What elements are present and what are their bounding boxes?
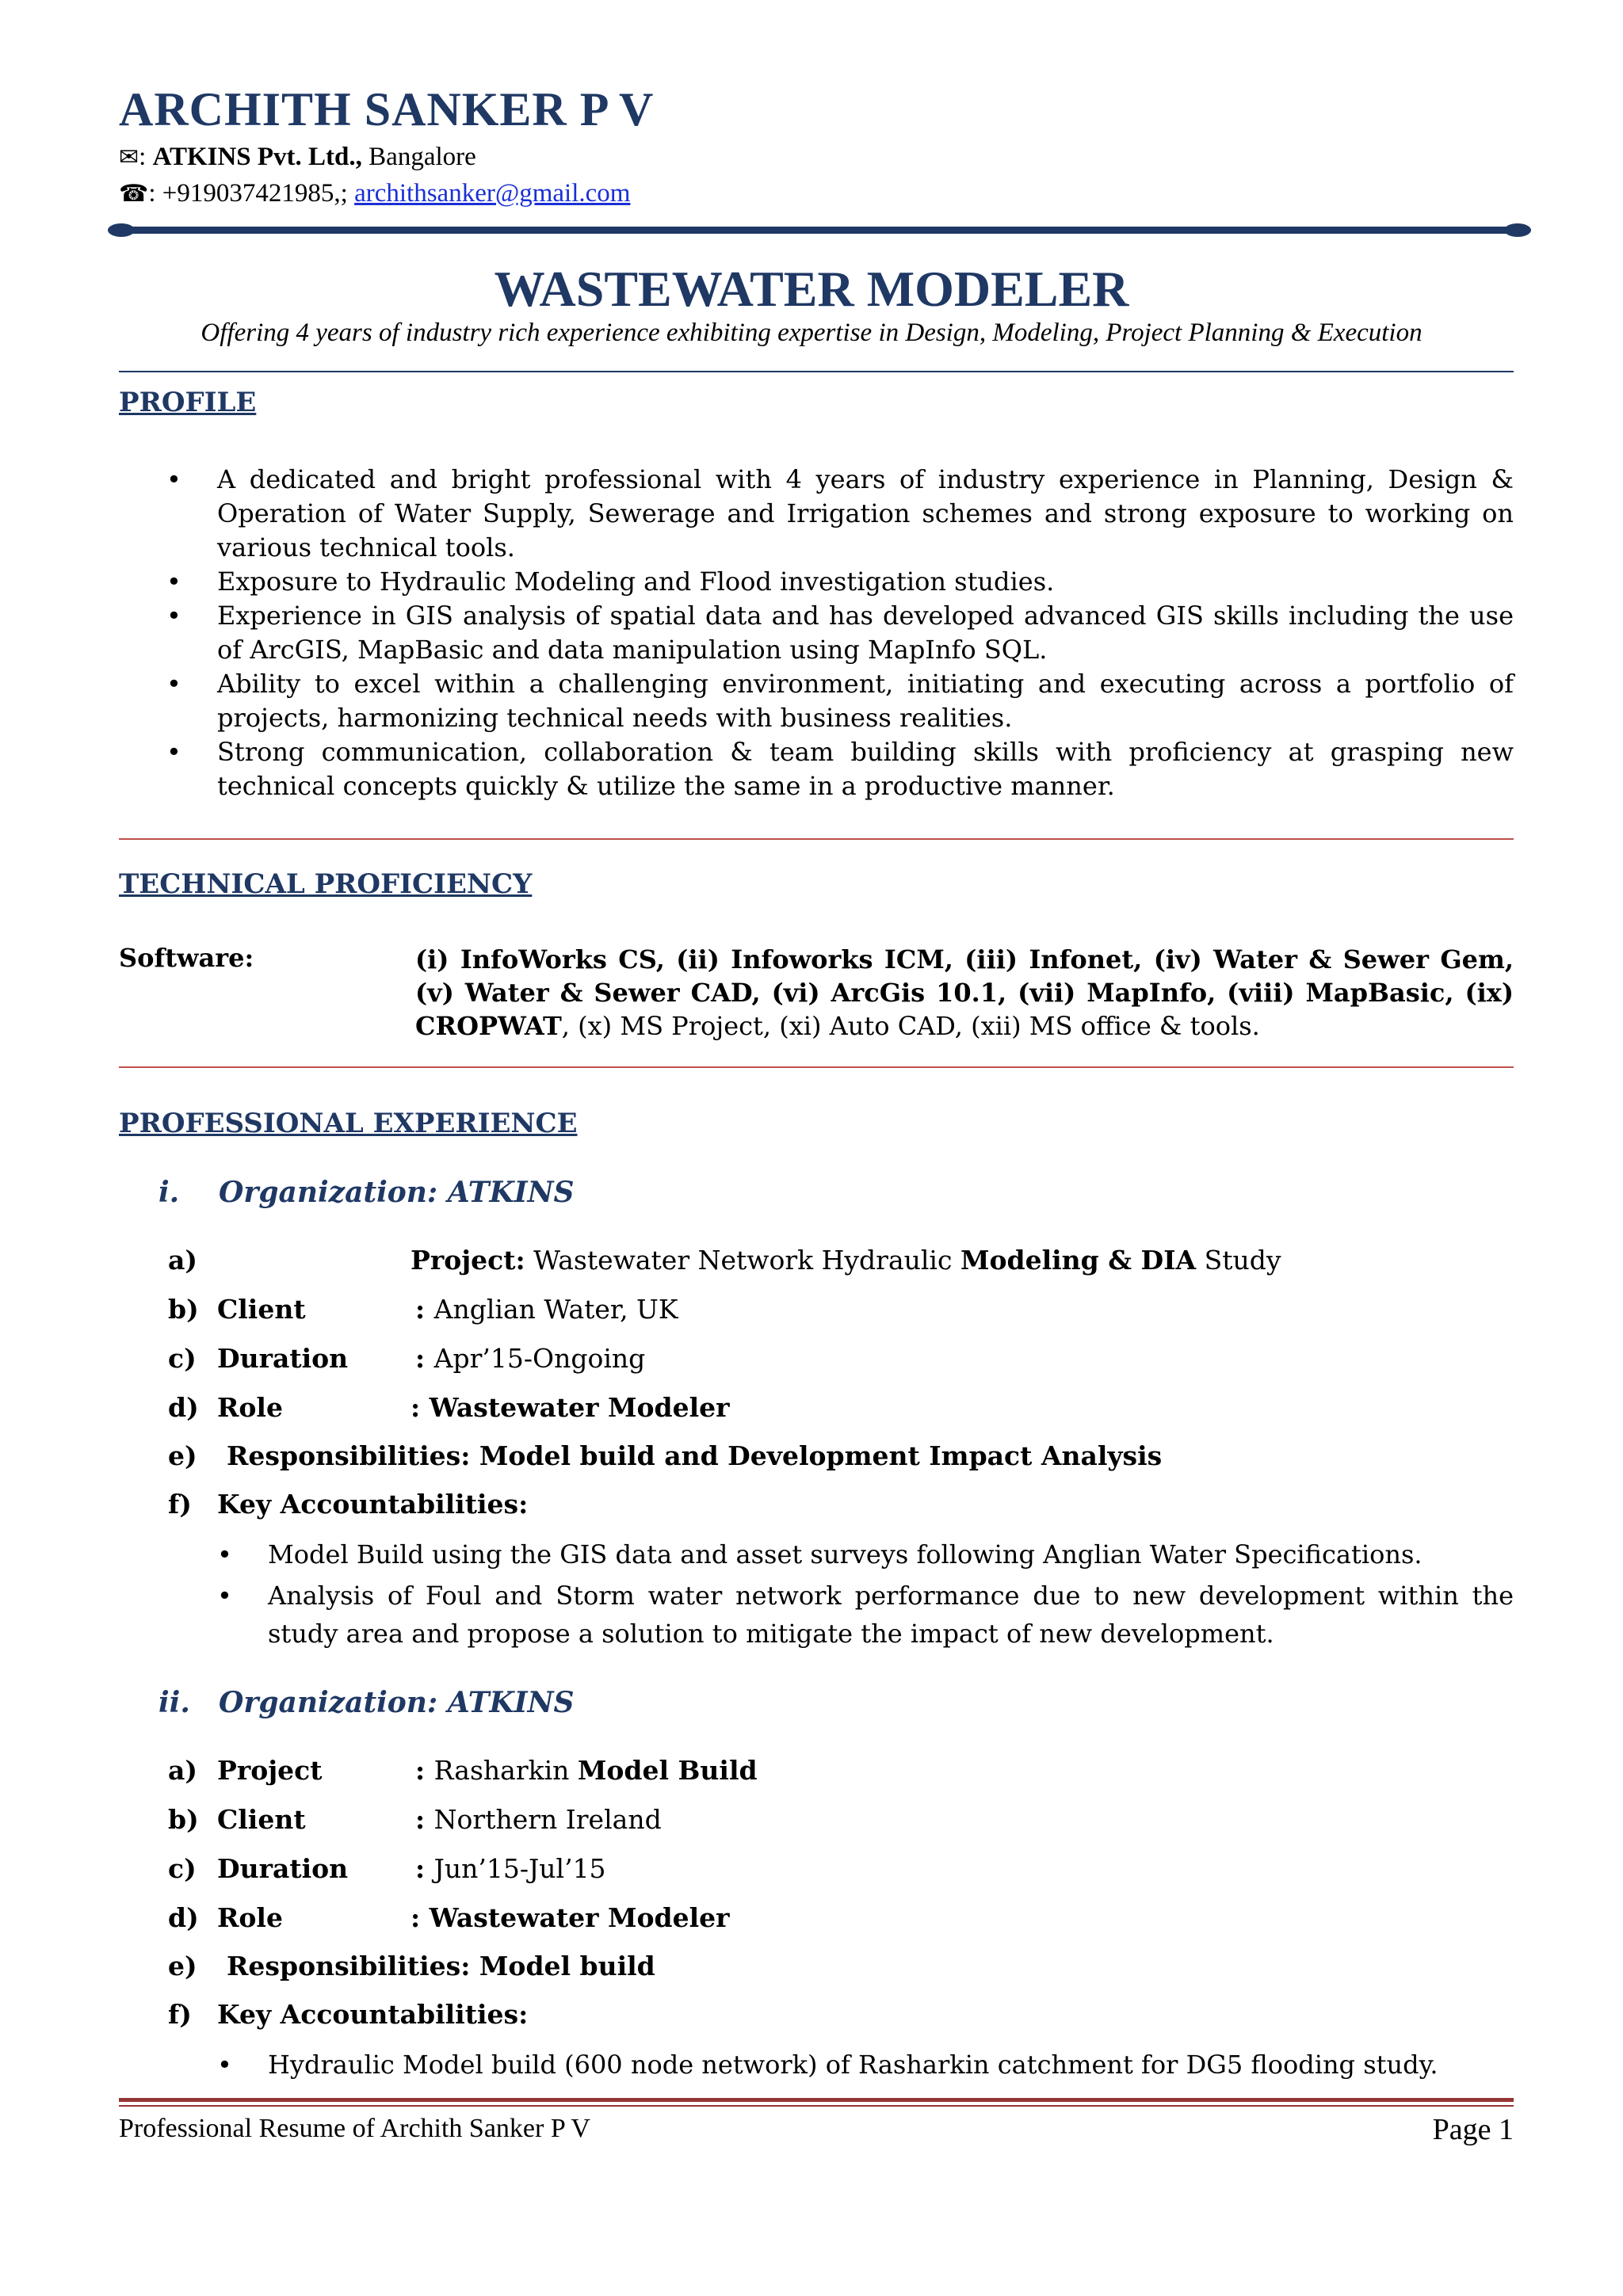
job-title: WASTEWATER MODELER xyxy=(494,261,1129,317)
footer-text: Professional Resume of Archith Sanker P V xyxy=(119,2114,590,2143)
organization-2-title: ii. Organization: ATKINS xyxy=(158,1686,575,1719)
list-item: • Strong communication, collaboration & team building skills with proficiency at grasping new technical concepts quickly & utilize the same in a productive manner. xyxy=(166,737,1514,801)
list-item: • Model Build using the GIS data and asset surveys following Anglian Water Specifications. xyxy=(217,1539,1423,1569)
phone-line: ☎: +919037421985,; archithsanker@gmail.com xyxy=(119,179,631,208)
page-number: Page 1 xyxy=(1432,2113,1514,2146)
list-item: • Experience in GIS analysis of spatial data and has developed advanced GIS skills including the use of ArcGIS, MapBasic and data manipulation using MapInfo SQL. xyxy=(166,601,1514,665)
technical-heading: TECHNICAL PROFICIENCY xyxy=(119,868,533,900)
candidate-name: ARCHITH SANKER P V xyxy=(119,83,655,135)
profile-heading: PROFILE xyxy=(119,387,257,418)
list-item: • Hydraulic Model build (600 node network) of Rasharkin catchment for DG5 flooding study. xyxy=(217,2050,1438,2080)
divider-right-cap xyxy=(1504,223,1531,237)
footer-divider-thin xyxy=(119,2105,1514,2107)
phone-separator: ; xyxy=(340,179,355,208)
technical-divider xyxy=(119,1066,1514,1068)
email-link[interactable]: archithsanker@gmail.com xyxy=(354,179,631,208)
list-item: • Ability to excel within a challenging environment, initiating and executing across a portfolio of projects, harmonizing technical needs with business realities. xyxy=(166,669,1514,733)
list-item: • A dedicated and bright professional with 4 years of industry experience in Planning, Design & Operation of Water Supply, Sewerage and Irrigation schemes and strong exposure to working on various technical tools. xyxy=(166,464,1514,563)
divider-left-cap xyxy=(108,223,135,237)
list-item: • Analysis of Foul and Storm water network performance due to new development within the study area and propose a solution to mitigate the impact of new development. xyxy=(217,1581,1514,1649)
software-label: Software: xyxy=(119,943,254,973)
org2-accountability-list xyxy=(217,2046,1514,2087)
company-line: ✉: ATKINS Pvt. Ltd., Bangalore xyxy=(119,143,476,171)
profile-list xyxy=(166,463,1514,803)
tagline: Offering 4 years of industry rich experience exhibiting expertise in Design, Modeling, Project Planning & Execution xyxy=(200,318,1423,347)
telephone-icon: ☎ xyxy=(119,180,149,208)
experience-heading: PROFESSIONAL EXPERIENCE xyxy=(119,1108,578,1139)
title-divider xyxy=(119,371,1514,372)
software-list: (i) InfoWorks CS, (ii) Infoworks ICM, (iii) Infonet, (iv) Water & Sewer Gem, (v) Water & Sewer CAD, (vi) ArcGis 10.1, (vii) MapInfo, (viii) MapBasic, (ix) CROPWAT, (x) MS Project, (xi) Auto CAD, (xii) MS office & tools. xyxy=(415,944,1514,1041)
footer-divider xyxy=(119,2098,1514,2102)
phone-number: +919037421985, xyxy=(162,179,341,208)
organization-1-title: i. Organization: ATKINS xyxy=(158,1176,575,1209)
profile-divider xyxy=(119,838,1514,840)
org1-accountability-list xyxy=(217,1535,1514,1656)
company-name: ATKINS Pvt. Ltd., xyxy=(152,143,362,171)
company-city: Bangalore xyxy=(369,143,476,171)
envelope-icon: ✉ xyxy=(119,143,139,171)
header-divider xyxy=(111,227,1528,234)
list-item: • Exposure to Hydraulic Modeling and Flood investigation studies. xyxy=(166,566,1055,597)
